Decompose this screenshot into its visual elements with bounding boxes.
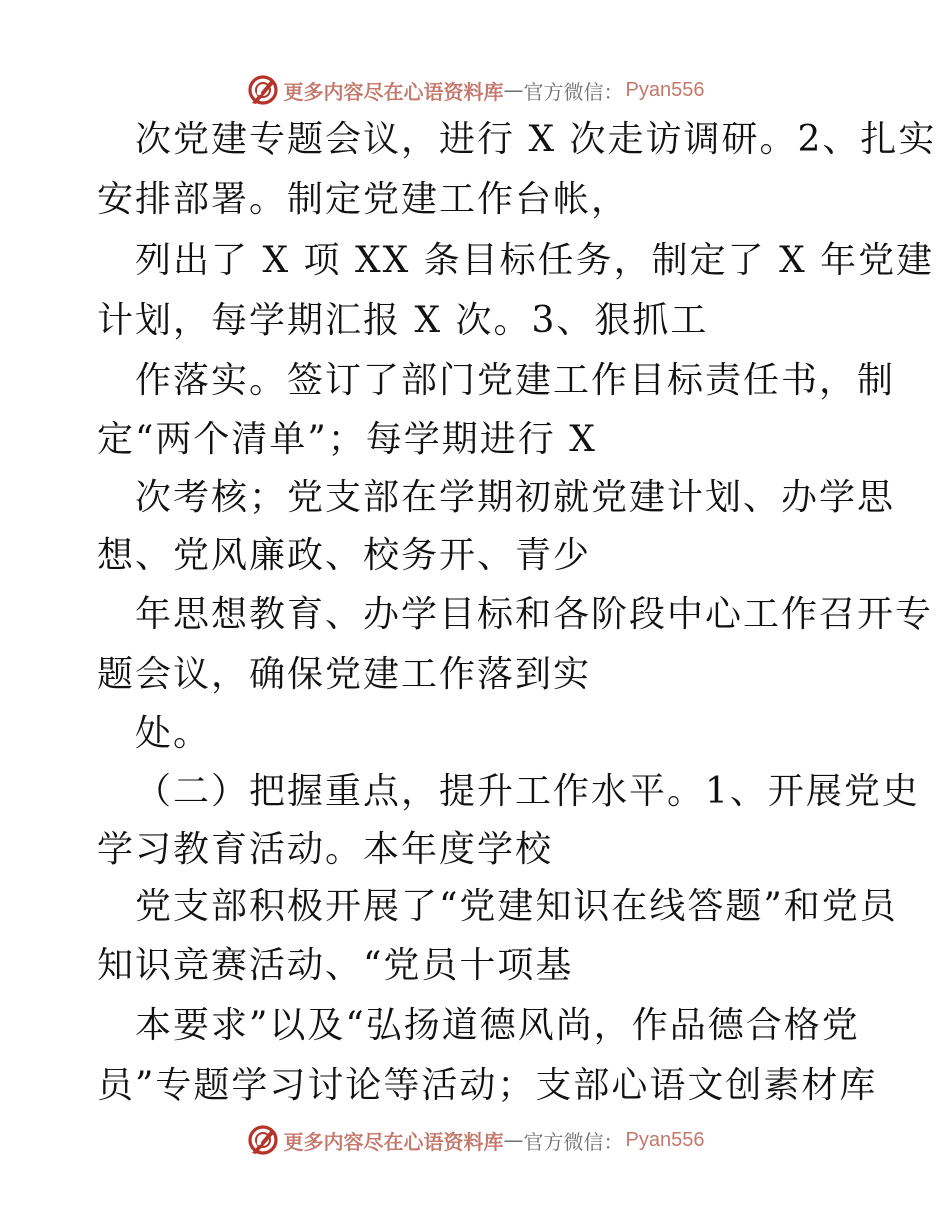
banner-brand-text: 更多内容尽在心语资料库 (283, 1129, 504, 1154)
banner-dash: — (503, 1128, 524, 1152)
body-line: 本要求”以及“弘扬道德风尚，作品德合格党 (135, 1005, 860, 1046)
body-line: 党支部积极开展了“党建知识在线答题”和党员 (135, 886, 898, 927)
body-line: 次考核；党支部在学期初就党建计划、办学思 (135, 477, 896, 518)
banner-wechat-id: Pyan556 (625, 1128, 705, 1151)
body-line: 年思想教育、办学目标和各阶段中心工作召开专 (135, 594, 934, 635)
body-line: 知识竞赛活动、“党员十项基 (97, 945, 574, 986)
body-line: 作落实。签订了部门党建工作目标责任书，制 (135, 360, 896, 401)
body-line: 定“两个清单”；每学期进行 X (97, 419, 597, 460)
banner-official-label: 官方微信： (523, 1129, 624, 1154)
body-line: 处。 (135, 713, 212, 754)
body-line: 题会议，确保党建工作落到实 (97, 654, 592, 695)
body-line: 计划，每学期汇报 X 次。3、狠抓工 (97, 300, 709, 341)
pen-circle-logo-icon (246, 73, 280, 107)
body-line: 列出了 X 项 XX 条目标任务，制定了 X 年党建 (135, 240, 935, 281)
header-banner (0, 70, 950, 110)
body-line: 安排部署。制定党建工作台帐， (97, 179, 630, 220)
banner-official-label: 官方微信： (523, 79, 624, 104)
body-line: 想、党风廉政、校务开、青少 (97, 535, 592, 576)
banner-brand-text: 更多内容尽在心语资料库 (283, 79, 504, 104)
body-line: 员”专题学习讨论等活动；支部心语文创素材库 (97, 1065, 878, 1106)
footer-banner (0, 1120, 950, 1160)
body-line: 次党建专题会议，进行 X 次走访调研。2、扎实 (135, 119, 937, 160)
pen-circle-logo-icon (246, 1123, 280, 1157)
body-line: （二）把握重点，提升工作水平。1、开展党史 (135, 771, 920, 812)
banner-wechat-id: Pyan556 (625, 78, 705, 101)
banner-dash: — (503, 78, 524, 102)
body-line: 学习教育活动。本年度学校 (97, 829, 554, 870)
